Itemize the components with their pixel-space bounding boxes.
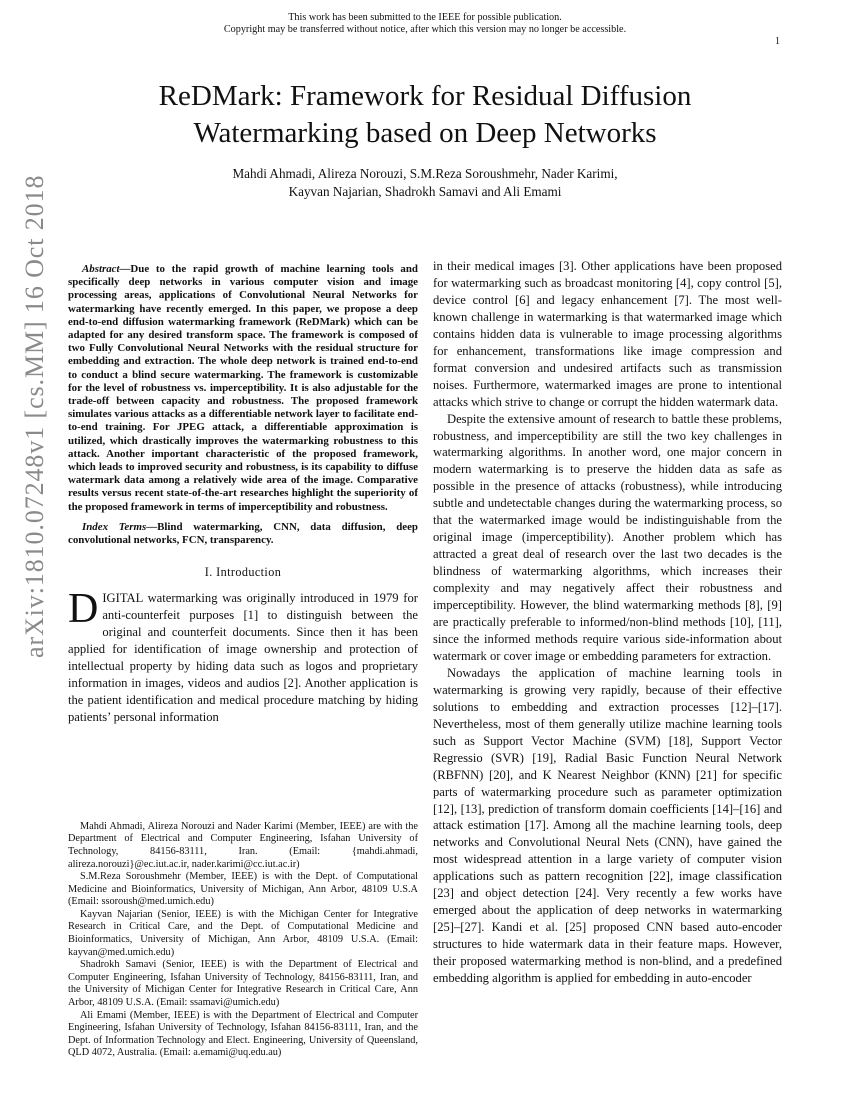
footnote-2: S.M.Reza Soroushmehr (Member, IEEE) is with the Dept. of Computational Medicine and Bioinformatics, University of Michigan, Ann Arbor, 48109 U.S.A (Email: ssoroush@med.umich.edu) bbox=[68, 871, 418, 908]
notice-line-1: This work has been submitted to the IEEE for possible publication. bbox=[288, 12, 562, 23]
right-paragraph-3: Nowadays the application of machine learning tools in watermarking is growing very rapidly, because of their effective solutions to embedding and extraction processes [12]–[17]. Nevertheless, most of them generally utilize machine learning tools such as Support Vector Machine (SVM) [18], Support Vector Regressio (SVR) [19], Radial Basic Function Neural Network (RBFNN) [20], and K Nearest Neighbor (KNN) [21] for specific parts of watermarking procedure such as parameter optimization [12], [13], prediction of transform domain coefficients [14]–[16] and attack estimation [17]. Among all the machine learning tools, deep networks and Convolutional Neural Nets (CNN), have gained the most widespread attention in a large variety of computer vision applications such as pattern recognition [22], image classification [23] and object detection [24]. Very recently a few works have emerged about the application of deep networks in watermarking [25]–[27]. Kandi et al. [25] proposed CNN based auto-encoder structures to hide watermark data in their feature maps. However, their proposed watermarking method is non-blind, and a predefined embedding algorithm is applied for embedding in auto-encoder bbox=[433, 665, 782, 986]
abstract-text: —Due to the rapid growth of machine learning tools and specifically deep networks in various computer vision and image processing areas, applications of Convolutional Neural Networks for watermarking have recently emerged. In this paper, we propose a deep end-to-end diffusion watermarking framework (ReDMark) which can be adapted for any desired transform space. The framework is composed of two Fully Convolutional Neural Networks with the residual structure for embedding and extraction. The whole deep network is trained end-to-end to conduct a blind secure watermarking. The framework is customizable for the level of robustness vs. imperceptibility. It is also adjustable for the trade-off between capacity and robustness. The proposed framework simulates various attacks as a differentiable network layer to facilitate end-to-end training. For JPEG attack, a differentiable approximation is utilized, which drastically improves the watermarking robustness to this attack. Another important characteristic of the proposed framework, which leads to improved security and robustness, is its capability to diffuse watermark data among a relatively wide area of the image. Comparative results versus recent state-of-the-art researches highlight the superiority of the proposed framework in terms of imperceptibility and robustness. bbox=[68, 263, 418, 513]
abstract bbox=[68, 263, 418, 514]
footnote-5: Ali Emami (Member, IEEE) is with the Department of Electrical and Computer Engineering, Isfahan University of Technology, Isfahan 84156-83111, Iran, and the Dept. of Information Technology and Elect. Engineering, University of Queensland, QLD 4072, Australia. (Email: a.emami@uq.edu.au) bbox=[68, 1009, 418, 1059]
section-heading: I. Introduction bbox=[204, 565, 282, 580]
right-paragraph-2: Despite the extensive amount of research to battle these problems, robustness, and imperceptibility are still the two key challenges in watermarking algorithms. In another word, one major concern in modern watermarking is to preserve the hidden data as safe as possible in the presence of attacks (robustness), while introducing subtle and undetectable changes during the watermarking process, so that the watermarked image would be indistinguishable from the original image (imperceptibility). Another problem which has attracted a great deal of research over the last two decades is the blindness of watermarking algorithms, which increases their complexity and may negatively affect their robustness and imperceptibility. However, the blind watermarking methods [8], [9] are practically preferable to informed/non-blind methods [10], [11], since the informed methods require various side-information about watermark or cover image or embedding parameters for extraction. bbox=[433, 411, 782, 663]
title-line-2: Watermarking based on Deep Networks bbox=[193, 117, 657, 149]
footnote-4: Shadrokh Samavi (Senior, IEEE) is with the Department of Electrical and Computer Engineering, Isfahan University of Technology, 84156-83111, Iran, and the University of Michigan Center for Integrative Research in Critical Care, Ann Arbor, 48109 U.S.A. (Email: ssamavi@umich.edu) bbox=[68, 959, 418, 1009]
title-line-1: ReDMark: Framework for Residual Diffusion bbox=[158, 80, 692, 112]
page-number: 1 bbox=[775, 36, 780, 47]
index-terms-label: Index Terms bbox=[82, 520, 147, 533]
drop-cap: D bbox=[68, 586, 99, 633]
author-list bbox=[90, 165, 760, 201]
footnote-1: Mahdi Ahmadi, Alireza Norouzi and Nader Karimi (Member, IEEE) are with the Department of Electrical and Computer Engineering, Isfahan University of Technology, 84156-83111, Iran. (Email: {mahdi.ahmadi, alireza.norouzi}@ec.iut.ac.ir, nader.karimi@cc.iut.ac.ir) bbox=[68, 820, 418, 870]
right-column bbox=[433, 258, 782, 1076]
index-terms bbox=[68, 521, 418, 547]
footnote-3: Kayvan Najarian (Senior, IEEE) is with the Michigan Center for Integrative Research in Critical Care, and the Dept. of Computational Medicine and Bioinformatics, University of Michigan, Ann Arbor, 48109 U.S.A. (Email: kayvan@med.umich.edu) bbox=[68, 908, 418, 958]
arxiv-stamp: arXiv:1810.07248v1 [cs.MM] 16 Oct 2018 bbox=[20, 174, 49, 658]
paper-title bbox=[70, 78, 780, 152]
index-terms-text: —Blind watermarking, CNN, data diffusion, deep convolutional networks, FCN, transparency. bbox=[68, 520, 418, 547]
submission-notice bbox=[0, 12, 850, 36]
authors-line-1: Mahdi Ahmadi, Alireza Norouzi, S.M.Reza Soroushmehr, Nader Karimi, bbox=[232, 166, 618, 181]
notice-line-2: Copyright may be transferred without notice, after which this version may no longer be accessible. bbox=[223, 24, 627, 35]
left-column bbox=[68, 263, 418, 1060]
author-footnotes bbox=[68, 821, 418, 1060]
authors-line-2: Kayvan Najarian, Shadrokh Samavi and Ali Emami bbox=[288, 184, 562, 199]
intro-text: IGITAL watermarking was originally introduced in 1979 for anti-counterfeit purposes [1] to distinguish between the original and counterfeit documents. Since then it has been applied for identification of image ownership and protection of intellectual property by hiding data such as logos and proprietary information in images, videos and audios [2]. Another application is the patient identification and medical procedure matching by hiding patients’ personal information bbox=[68, 591, 418, 724]
abstract-label: Abstract bbox=[82, 263, 120, 275]
right-paragraph-1: in their medical images [3]. Other applications have been proposed for watermarking such as broadcast monitoring [4], copy control [5], device control [6] and legacy enhancement [7]. The most well-known challenge in watermarking is that watermarked image which contains hidden data is vulnerable to image processing algorithms for enhancement, transformations like image compression and format conversion and undesired artifacts such as transmission noises. Furthermore, watermarked images are prone to intentional attacks which strive to change or corrupt the hidden watermark data. bbox=[433, 259, 782, 409]
intro-paragraph bbox=[68, 586, 418, 725]
